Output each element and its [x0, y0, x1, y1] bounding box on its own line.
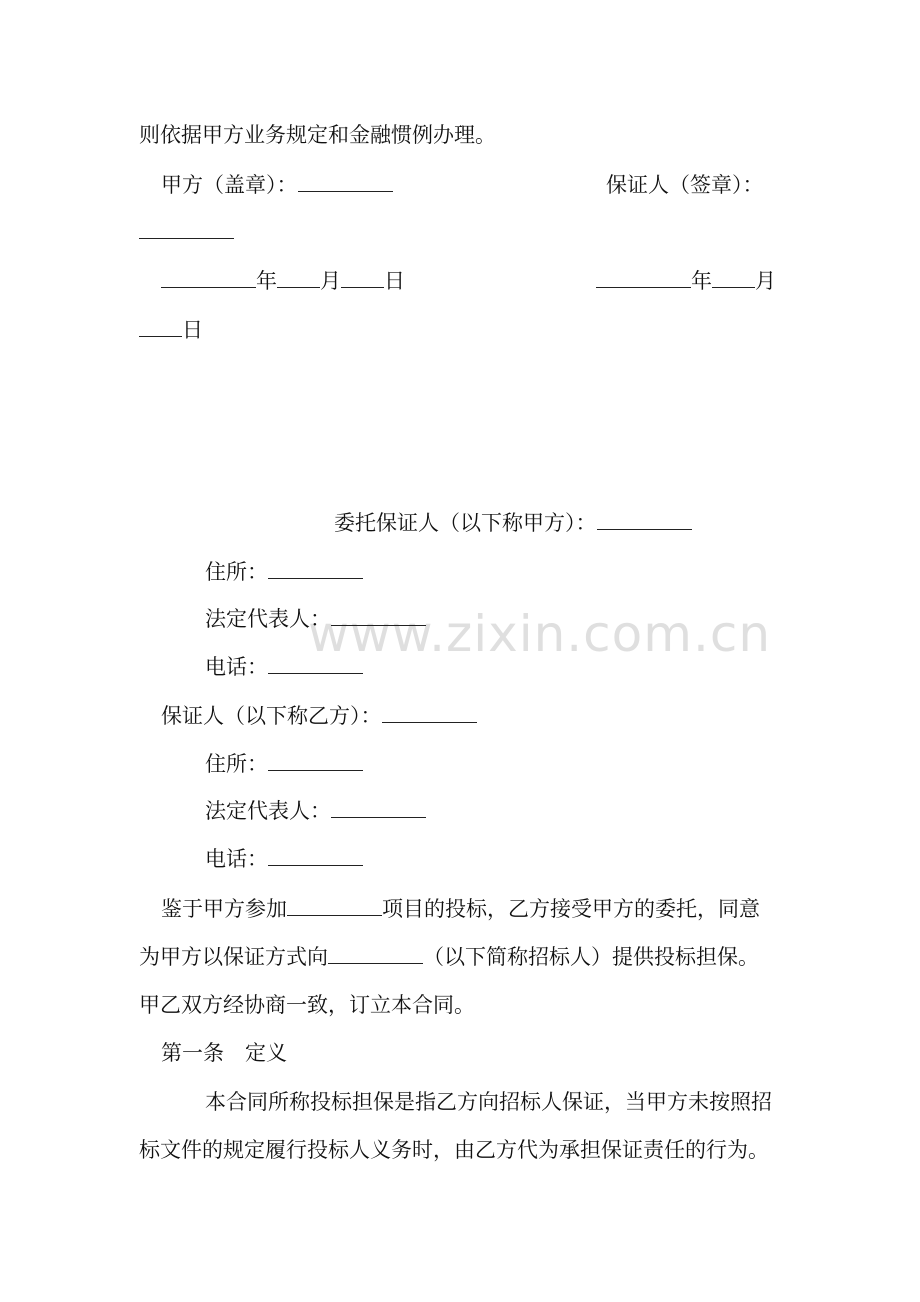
recital-line-2 — [139, 943, 759, 971]
article-1-text-line-1: 本合同所称投标担保是指乙方向招标人保证，当甲方未按照招 — [205, 1090, 772, 1114]
blank-field — [298, 171, 393, 192]
recital-text: 项目的投标，乙方接受甲方的委托，同意 — [382, 897, 760, 921]
blank-field — [268, 558, 363, 579]
blank-field — [268, 845, 363, 866]
guarantor-title-line — [161, 702, 477, 730]
phone-label: 电话： — [205, 655, 268, 679]
guarantor-date-line — [596, 267, 776, 295]
address-label: 住所： — [205, 560, 268, 584]
blank-field — [328, 943, 423, 964]
recital-text: 为甲方以保证方式向 — [139, 945, 328, 969]
party-a-sign-label: 甲方（盖章）： — [161, 173, 298, 197]
guarantor-legal-rep-line — [205, 797, 426, 825]
guarantor-signature-label: 保证人（签章）： — [606, 173, 764, 197]
year-label: 年 — [691, 269, 712, 293]
blank-field — [139, 218, 234, 239]
guarantor-date-continuation — [139, 316, 203, 344]
blank-field — [331, 605, 426, 626]
address-label: 住所： — [205, 752, 268, 776]
party-a-phone-line — [205, 653, 363, 681]
legal-rep-label: 法定代表人： — [205, 607, 331, 631]
blank-field — [268, 750, 363, 771]
month-label: 月 — [755, 269, 776, 293]
party-a-title-line — [334, 509, 692, 537]
party-a-date-line — [161, 267, 405, 295]
guarantor-title: 保证人（以下称乙方）： — [161, 704, 382, 728]
year-label: 年 — [256, 269, 277, 293]
recital-text: 鉴于甲方参加 — [161, 897, 287, 921]
day-label: 日 — [384, 269, 405, 293]
guarantor-signature-blank — [139, 218, 234, 246]
party-a-signature-line — [161, 171, 393, 199]
party-a-address-line — [205, 558, 363, 586]
guarantor-address-line — [205, 750, 363, 778]
party-a-legal-rep-line — [205, 605, 426, 633]
blank-field — [277, 267, 320, 288]
blank-field — [268, 653, 363, 674]
blank-field — [287, 895, 382, 916]
recital-line-1 — [161, 895, 760, 923]
day-label: 日 — [182, 318, 203, 342]
recital-line-3: 甲乙双方经协商一致，订立本合同。 — [139, 993, 475, 1017]
blank-field — [712, 267, 755, 288]
blank-field — [341, 267, 384, 288]
article-1-text-line-2: 标文件的规定履行投标人义务时，由乙方代为承担保证责任的行为。 — [139, 1138, 769, 1162]
legal-rep-label: 法定代表人： — [205, 799, 331, 823]
blank-field — [597, 509, 692, 530]
recital-text: （以下简称招标人）提供投标担保。 — [423, 945, 759, 969]
blank-field — [161, 267, 256, 288]
blank-field — [382, 702, 477, 723]
continuation-text: 则依据甲方业务规定和金融惯例办理。 — [139, 123, 496, 147]
guarantor-phone-line — [205, 845, 363, 873]
article-1-heading: 第一条 定义 — [161, 1041, 287, 1065]
blank-field — [596, 267, 691, 288]
watermark: www.zixin.com.cn — [308, 605, 772, 663]
blank-field — [139, 316, 182, 337]
party-a-title: 委托保证人（以下称甲方）： — [334, 511, 597, 535]
phone-label: 电话： — [205, 847, 268, 871]
blank-field — [331, 797, 426, 818]
month-label: 月 — [320, 269, 341, 293]
